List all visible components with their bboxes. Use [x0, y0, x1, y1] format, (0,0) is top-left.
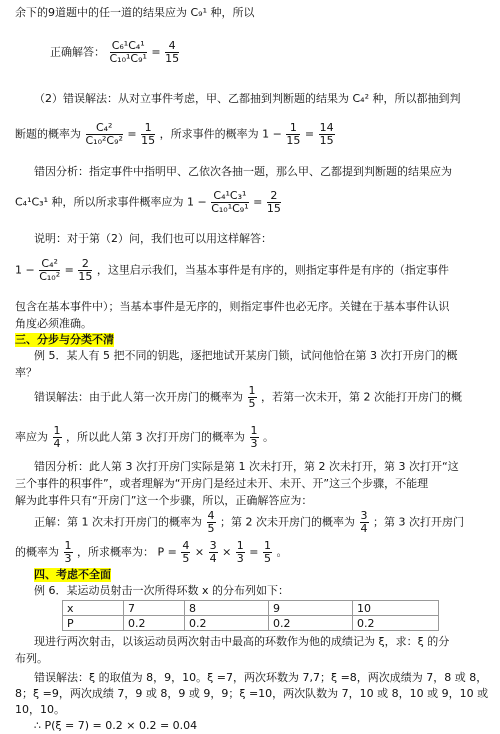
- text-line: 错因分析：指定事件中指明甲、乙依次各抽一题，那么甲、乙都提到判断题的结果应为: [34, 165, 452, 178]
- text-line: 10，10。: [15, 703, 65, 716]
- text-line: （2）错误解法：从对立事件考虑，甲、乙都抽到判断题的结果为 C₄² 种，所以都抽到判: [34, 92, 461, 105]
- text-line: 例 6．某运动员射击一次所得环数 x 的分布列如下：: [34, 584, 289, 597]
- table-row: [63, 616, 439, 631]
- table-cell: 9: [269, 601, 353, 616]
- answer-line: 正确解答： $\frac{\text{C₆¹C₄¹}}{\text{C₁₀¹C₉¹}}$ = $\frac{4}{15}$: [50, 39, 180, 65]
- text-line: 错因分析：此人第 3 次打开房门实际是第 1 次未打开，第 2 次未打开，第 3 次打开“这: [34, 460, 459, 473]
- fraction: $\frac{3}{4}$: [360, 509, 368, 535]
- table-cell: 0.2: [124, 616, 185, 631]
- text-line: 三个事件的积事件”，或者理解为“开房门是经过未开、未开、开”这三个步骤，不能理: [15, 477, 429, 490]
- fraction: $\frac{4}{15}$: [165, 39, 180, 65]
- table-cell: 7: [124, 601, 185, 616]
- table-cell: 10: [353, 601, 439, 616]
- fraction: $\frac{4}{5}$: [182, 539, 190, 565]
- fraction: $\frac{2}{15}$: [266, 189, 281, 215]
- section-heading: 三、分步与分类不清: [15, 333, 114, 346]
- table-cell: 0.2: [185, 616, 269, 631]
- fraction: $\frac{\text{C₄²}}{\text{C₁₀²C₉²}}$: [85, 121, 123, 147]
- text-line: 断题的概率为 $\frac{\text{C₄²}}{\text{C₁₀²C₉²}}$ = $\frac{1}{15}$ ，所求事件的概率为 1 − $\frac{1}{15}$ = $\frac{14}{15}$: [15, 121, 334, 147]
- fraction: $\frac{1}{15}$: [141, 121, 156, 147]
- fraction: $\frac{\text{C₄¹C₃¹}}{\text{C₁₀¹C₉¹}}$: [211, 189, 249, 215]
- text-line: 的概率为 $\frac{1}{3}$ ，所求概率为： P = $\frac{4}{5}$ × $\frac{3}{4}$ × $\frac{1}{3}$ = $\frac{1}{5}$ 。: [15, 539, 288, 565]
- table-cell: 8: [185, 601, 269, 616]
- fraction: $\frac{1}{5}$: [248, 384, 256, 410]
- text-line: 布列。: [15, 652, 48, 665]
- table-row: [63, 601, 439, 616]
- text-line: 错误解法：ξ 的取值为 8，9，10。ξ =7，两次环数为 7,7；ξ =8，两次成绩为 7，8 或 8，: [34, 671, 488, 684]
- text-line: 率应为 $\frac{1}{4}$ ，所以此人第 3 次打开房门的概率为 $\frac{1}{3}$ 。: [15, 424, 274, 450]
- table-cell: P: [63, 616, 124, 631]
- section-heading: 四、考虑不全面: [34, 568, 111, 581]
- text-line: 角度必须准确。: [15, 317, 92, 330]
- text-line: 1 − $\frac{\text{C₄²}}{\text{C₁₀²}}$ = $\frac{2}{15}$ ，这里启示我们，当基本事件是有序的，则指定事件是有序的（指定事件: [15, 257, 449, 283]
- fraction: $\frac{3}{4}$: [209, 539, 217, 565]
- table-cell: 0.2: [353, 616, 439, 631]
- text-line: 包含在基本事件中）；当基本事件是无序的，则指定事件也必无序。关键在于基本事件认识: [15, 300, 450, 313]
- table-cell: 0.2: [269, 616, 353, 631]
- fraction: $\frac{1}{5}$: [264, 539, 272, 565]
- fraction: $\frac{2}{15}$: [78, 257, 93, 283]
- table-cell: x: [63, 601, 124, 616]
- text-line: 现进行两次射击，以该运动员两次射击中最高的环数作为他的成绩记为 ξ，求：ξ 的分: [34, 635, 450, 648]
- text-line: 率？: [15, 366, 37, 379]
- fraction: $\frac{1}{3}$: [236, 539, 244, 565]
- fraction: $\frac{4}{5}$: [207, 509, 215, 535]
- text-line: 例 5．某人有 5 把不同的钥匙，逐把地试开某房门锁，试问他恰在第 3 次打开房门的概: [34, 349, 458, 362]
- text-line: ∴ P(ξ = 7) = 0.2 × 0.2 = 0.04: [34, 719, 198, 732]
- text-line: 错误解法：由于此人第一次开房门的概率为 $\frac{1}{5}$ ，若第一次未开，第 2 次能打开房门的概: [34, 384, 462, 410]
- fraction: $\frac{1}{3}$: [250, 424, 258, 450]
- text-line: 解为此事件只有“开房门”这一个步骤，所以，正确解答应为：: [15, 494, 313, 507]
- answer-label: 正确解答：: [50, 45, 105, 59]
- fraction: $\frac{1}{15}$: [286, 121, 301, 147]
- text-line: 8；ξ =9，两次成绩 7，9 或 8，9 或 9，9；ξ =10，两次队数为 7，10 或 8，10 或 9，10 或: [15, 687, 489, 700]
- text-line: 说明：对于第（2）问，我们也可以用这样解答：: [34, 232, 272, 245]
- text-line: 余下的9道题中的任一道的结果应为 C₉¹ 种，所以: [15, 6, 255, 19]
- fraction: $\frac{1}{3}$: [64, 539, 72, 565]
- fraction: $\frac{\text{C₆¹C₄¹}}{\text{C₁₀¹C₉¹}}$: [109, 39, 147, 65]
- distribution-table: [62, 600, 439, 631]
- fraction: $\frac{\text{C₄²}}{\text{C₁₀²}}$: [39, 257, 61, 283]
- fraction: $\frac{1}{4}$: [53, 424, 61, 450]
- fraction: $\frac{14}{15}$: [319, 121, 334, 147]
- text-line: 正解：第 1 次未打开房门的概率为 $\frac{4}{5}$ ；第 2 次未开房门的概率为 $\frac{3}{4}$ ；第 3 次打开房门: [34, 509, 464, 535]
- text-line: C₄¹C₃¹ 种，所以所求事件概率应为 1 − $\frac{\text{C₄¹C₃¹}}{\text{C₁₀¹C₉¹}}$ = $\frac{2}{15}$: [15, 189, 281, 215]
